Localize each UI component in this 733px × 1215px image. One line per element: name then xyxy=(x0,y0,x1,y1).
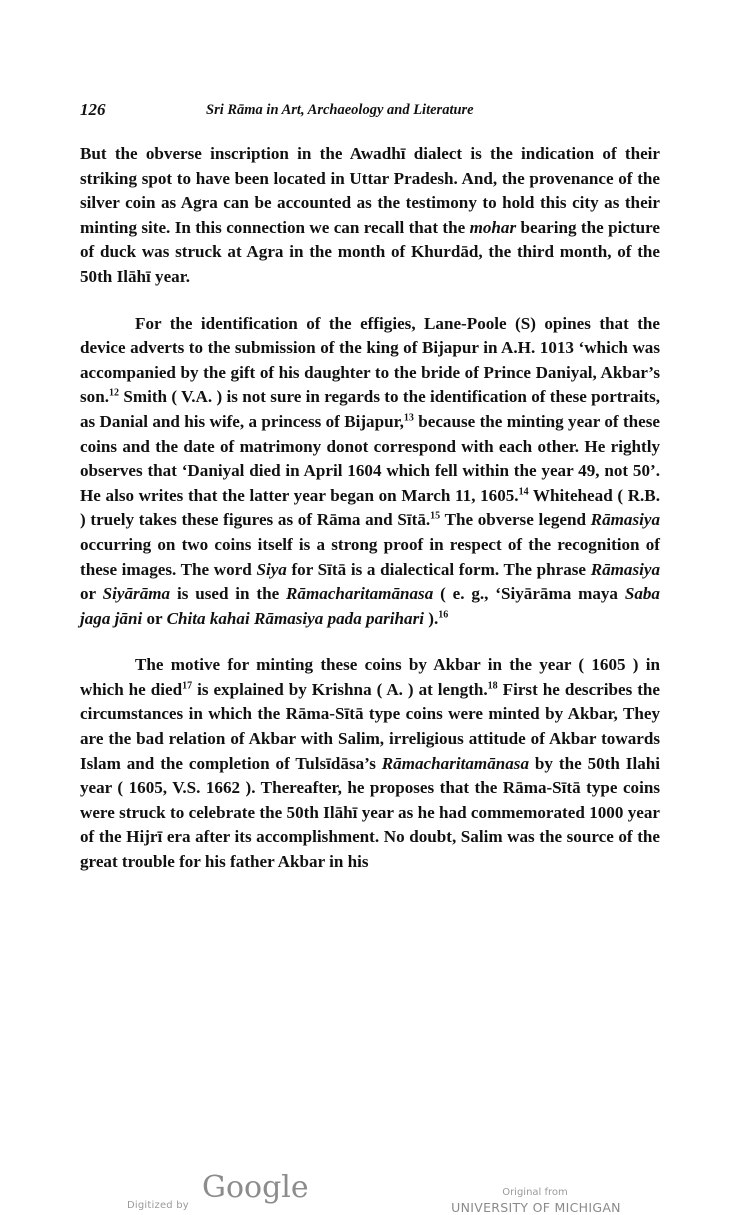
footnote-ref: 16 xyxy=(438,609,449,620)
page-number: 126 xyxy=(80,100,106,119)
scan-footer xyxy=(0,1170,733,1215)
italic-term: Siyārāma xyxy=(102,584,171,604)
footnote-ref: 15 xyxy=(430,510,441,522)
footnote-ref: 14 xyxy=(518,486,529,498)
italic-term: Rāmasiya xyxy=(590,510,660,530)
google-logo: Google xyxy=(202,1170,309,1205)
italic-term: Saba jaga jāni xyxy=(80,584,660,628)
body-text xyxy=(80,142,660,875)
original-from-label: Original from xyxy=(502,1187,568,1198)
paragraph-1: But the obverse inscription in the Awadhī dialect is the indication of their striking spot to have been located in Uttar Pradesh. And, the provenance of the silver coin as Agra can be accounted as the testimony to hold this city as their minting site. In this connection we can recall that the mohar bearing the picture of duck was struck at Agra in the month of Khurdād, the third month, of the 50th Ilāhī year. xyxy=(80,144,660,286)
paragraph-2: For the identification of the effigies, Lane-Poole (S) opines that the device adverts to the submission of the king of Bijapur in A.H. 1013 ‘which was accompanied by the gift of his daughter to the bride of Prince Daniyal, Akbar’s son.$^{12}$ Smith ( V.A. ) is not sure in regards to the identification of these portraits, as Danial and his wife, a princess of Bijapur,$^{13}$ because the minting year of these coins and the date of matrimony donot correspond with each other. He rightly observes that ‘Daniyal died in April 1604 which fell within the year 49, not 50’. He also writes that the latter year began on March 11, 1605.14 Whitehead ( R.B. ) truely takes these figures as of Rāma and Sītā.$^{15}$ The obverse legend Rāmasiya occurring on two coins itself is a strong proof in respect of the recognition of these images. The word Siya for Sītā is a dialectical form. The phrase Rāmasiya or Siyārāma is used in the Rāmacharitamānasa ( e. g., ‘Siyārāma maya Saba jaga jāni or Chita kahai Rāmasiya pada parihari ).$^{16}$ xyxy=(80,313,661,628)
italic-term: Rāmacharitamānasa xyxy=(381,753,529,773)
footnote-ref: 18 xyxy=(487,680,498,692)
footnote-ref: 12 xyxy=(108,387,119,399)
running-title: Sri Rāma in Art, Archaeology and Literature xyxy=(206,102,474,118)
footnote-ref: 13 xyxy=(403,412,414,424)
italic-term: Rāmasiya xyxy=(590,559,661,579)
digitized-by-label: Digitized by xyxy=(127,1200,189,1211)
italic-term: Chita kahai Rāmasiya pada parihari xyxy=(166,608,425,628)
footnote-ref: 17 xyxy=(182,680,193,692)
italic-term: Rāmacharitamānasa xyxy=(286,584,434,604)
paragraph-3: The motive for minting these coins by Akbar in the year ( 1605 ) in which he died$^{17}$ is explained by Krishna ( A. ) at length.$^{18}$ First he describes the circumstances in which the Rāma-Sītā type coins were minted by Akbar, They are the bad relation of Akbar with Salim, irreligious attitude of Akbar towards Islam and the completion of Tulsīdāsa’s Rāmacharitamānasa by the 50th Ilahi year ( 1605, V.S. 1662 ). Thereafter, he proposes that the Rāma-Sītā type coins were struck to celebrate the 50th Ilāhī year as he had commemorated 1000 year of the Hijrī era after its accomplishment. No doubt, Salim was the source of the great trouble for his father Akbar in his xyxy=(80,655,661,872)
italic-term: Siya xyxy=(256,559,287,579)
university-label: UNIVERSITY OF MICHIGAN xyxy=(451,1200,621,1215)
italic-term: mohar xyxy=(469,217,517,237)
page-header xyxy=(80,100,660,130)
